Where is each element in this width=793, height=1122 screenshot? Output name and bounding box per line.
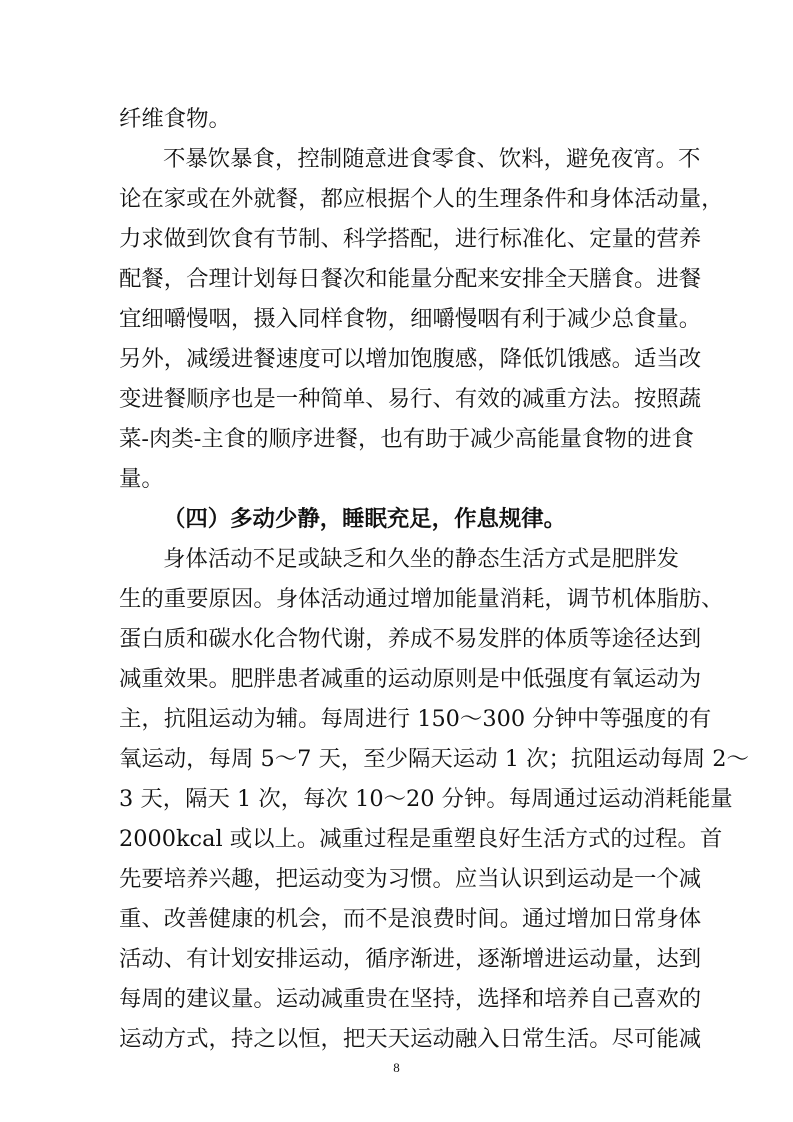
paragraph-line: 2000kcal 或以上。减重过程是重塑良好生活方式的过程。首 xyxy=(119,826,723,852)
paragraph-line: 变进餐顺序也是一种简单、易行、有效的减重方法。按照蔬 xyxy=(119,386,702,412)
paragraph-line: 另外，减缓进餐速度可以增加饱腹感，降低饥饿感。适当改 xyxy=(119,346,702,372)
paragraph-line: 配餐，合理计划每日餐次和能量分配来安排全天膳食。进餐 xyxy=(119,266,702,292)
paragraph-line: 身体活动不足或缺乏和久坐的静态生活方式是肥胖发 xyxy=(163,546,679,572)
paragraph-line: 每周的建议量。运动减重贵在坚持，选择和培养自己喜欢的 xyxy=(119,986,702,1012)
paragraph-line: 减重效果。肥胖患者减重的运动原则是中低强度有氧运动为 xyxy=(119,666,702,692)
paragraph-line: 3 天，隔天 1 次，每次 10～20 分钟。每周通过运动消耗能量 xyxy=(119,786,733,812)
paragraph-line: 先要培养兴趣，把运动变为习惯。应当认识到运动是一个减 xyxy=(119,866,702,892)
section-heading: （四）多动少静，睡眠充足，作息规律。 xyxy=(163,506,567,532)
paragraph-line: 纤维食物。 xyxy=(119,106,231,132)
paragraph-line: 蛋白质和碳水化合物代谢，养成不易发胖的体质等途径达到 xyxy=(119,626,702,652)
paragraph-line: 重、改善健康的机会，而不是浪费时间。通过增加日常身体 xyxy=(119,906,702,932)
paragraph-line: 力求做到饮食有节制、科学搭配，进行标准化、定量的营养 xyxy=(119,226,702,252)
paragraph-line: 菜-肉类-主食的顺序进餐，也有助于减少高能量食物的进食 xyxy=(119,426,694,452)
paragraph-line: 宜细嚼慢咽，摄入同样食物，细嚼慢咽有利于减少总食量。 xyxy=(119,306,702,332)
paragraph-line: 活动、有计划安排运动，循序渐进，逐渐增进运动量，达到 xyxy=(119,946,702,972)
paragraph-line: 量。 xyxy=(119,466,164,492)
page-number: 8 xyxy=(393,1060,400,1075)
paragraph-line: 不暴饮暴食，控制随意进食零食、饮料，避免夜宵。不 xyxy=(163,146,701,172)
paragraph-line: 主，抗阻运动为辅。每周进行 150～300 分钟中等强度的有 xyxy=(119,706,712,732)
paragraph-line: 氧运动，每周 5～7 天，至少隔天运动 1 次；抗阻运动每周 2～ xyxy=(119,746,749,772)
paragraph-line: 运动方式，持之以恒，把天天运动融入日常生活。尽可能减 xyxy=(119,1026,702,1052)
paragraph-line: 论在家或在外就餐，都应根据个人的生理条件和身体活动量， xyxy=(119,186,724,212)
paragraph-line: 生的重要原因。身体活动通过增加能量消耗，调节机体脂肪、 xyxy=(119,586,724,612)
